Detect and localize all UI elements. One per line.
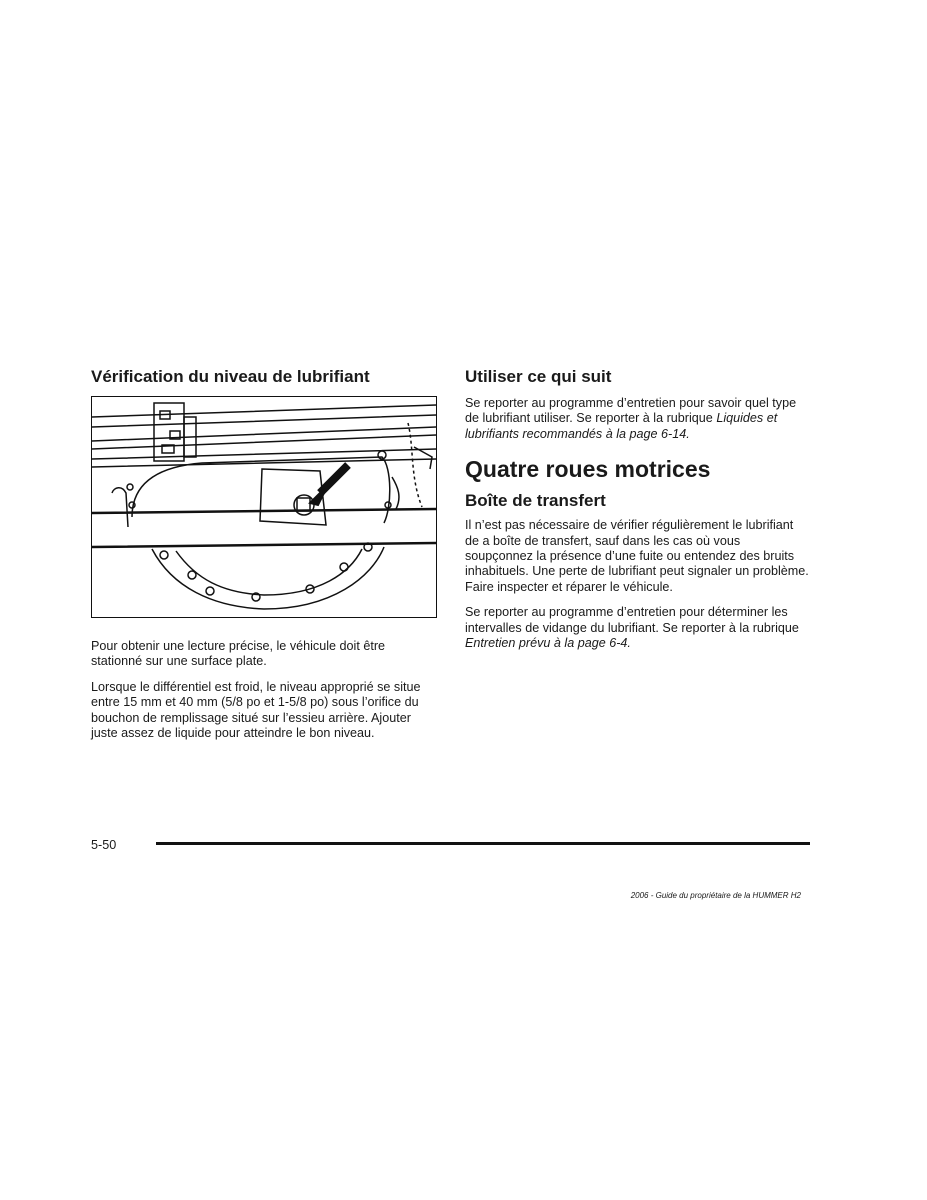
cross-reference-link[interactable]: Liquides et lubrifiants recommandés à la page 6-14. (465, 411, 778, 441)
paragraph-fill-level: Lorsque le différentiel est froid, le niveau approprié se situe entre 15 mm et 40 mm (5/8 po et 1-5/8 po) sous l’orifice du bouchon de remplissage situé sur l’essieu arrière. Ajouter juste assez de liquide pour atteindre le bon niveau. (91, 679, 421, 741)
cross-reference-link[interactable]: Entretien prévu à la page 6-4. (465, 636, 631, 651)
footer-title: 2006 - Guide du propriétaire de la HUMMER H2 (630, 891, 801, 900)
paragraph-transfer-case: Il n’est pas nécessaire de vérifier régulièrement le lubrifiant de a boîte de transfert, sauf dans les cas où vous soupçonnez la présence d’une fuite ou entendez des bruits inhabituels. Une perte de lubrifiant peut signaler un problème. Faire inspecter et réparer le véhicule. (465, 518, 809, 594)
differential-illustration (91, 396, 437, 618)
footer-rule (156, 842, 810, 845)
paragraph-service-intervals-text: Se reporter au programme d’entretien pour déterminer les intervalles de vidange du lubrifiant. Se reporter à la rubrique (465, 605, 799, 635)
right-column (465, 366, 810, 661)
paragraph-service-intervals (465, 605, 810, 651)
page-number: 5-50 (91, 838, 117, 852)
differential-diagram (92, 397, 436, 617)
section-heading-lubricant-check: Vérification du niveau de lubrifiant (91, 367, 370, 386)
paragraph-lubricant-type-text: Se reporter au programme d’entretien pour savoir quel type de lubrifiant utiliser. Se reporter à la rubrique (465, 396, 797, 426)
paragraph-lubricant-type (465, 396, 810, 442)
paragraph-flat-surface: Pour obtenir une lecture précise, le véhicule doit être stationné sur une surface plate. (91, 639, 386, 669)
left-column (91, 366, 436, 751)
subheading-transfer-case: Boîte de transfert (465, 491, 606, 511)
section-heading-use-following: Utiliser ce qui suit (465, 367, 612, 386)
section-heading-four-wheel-drive: Quatre roues motrices (465, 456, 711, 483)
